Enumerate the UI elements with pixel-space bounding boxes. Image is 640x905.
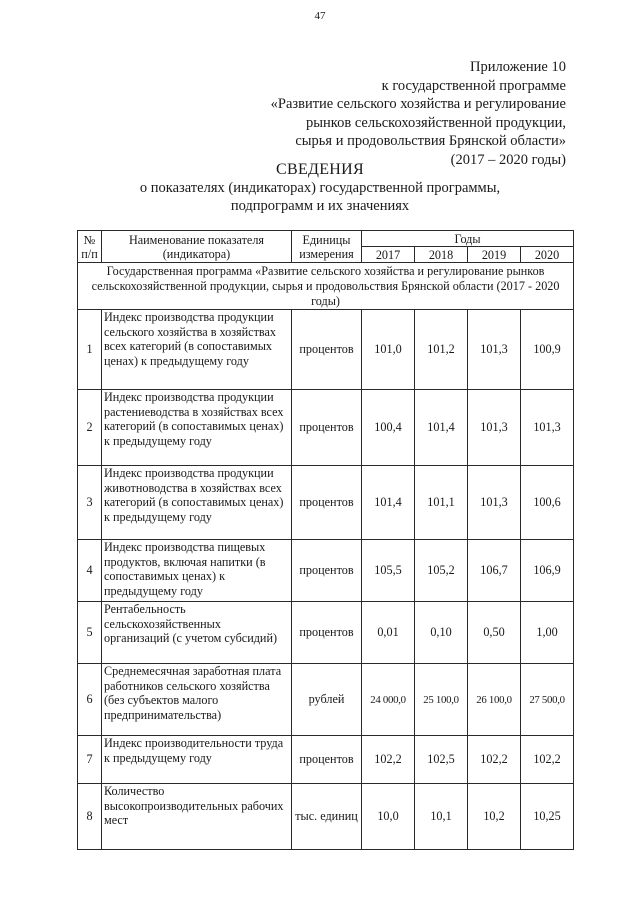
header-name: [102, 231, 292, 263]
value-2019: 10,2: [468, 784, 521, 850]
value-2018: 105,2: [415, 540, 468, 602]
value-2020: 100,6: [521, 466, 574, 540]
header-years: Годы: [362, 231, 574, 247]
value-2020: 10,25: [521, 784, 574, 850]
indicator-unit: процентов: [292, 466, 362, 540]
indicator-unit: процентов: [292, 390, 362, 466]
indicators-table: [77, 230, 574, 850]
value-2018: 10,1: [415, 784, 468, 850]
value-2018: 0,10: [415, 602, 468, 664]
value-2019: 102,2: [468, 736, 521, 784]
appendix-line: Приложение 10: [470, 59, 566, 75]
value-2018: 101,2: [415, 310, 468, 390]
row-number: 6: [78, 664, 102, 736]
header-unit: [292, 231, 362, 263]
indicator-name: Индекс производительности труда к предыдущему году: [102, 736, 292, 784]
document-title: СВЕДЕНИЯ: [276, 161, 364, 178]
value-2018: 101,4: [415, 390, 468, 466]
value-2020: 27 500,0: [521, 664, 574, 736]
row-number: 4: [78, 540, 102, 602]
value-2017: 105,5: [362, 540, 415, 602]
row-number: 5: [78, 602, 102, 664]
header-num-line1: №: [83, 232, 96, 247]
indicator-name: Индекс производства продукции растениеводства в хозяйствах всех категорий (в сопоставимых ценах) к предыдущему году: [102, 390, 292, 466]
table-row: [78, 390, 574, 466]
indicator-unit: тыс. единиц: [292, 784, 362, 850]
table-row: [78, 664, 574, 736]
value-2017: 100,4: [362, 390, 415, 466]
page-number: 47: [314, 10, 326, 22]
value-2018: 101,1: [415, 466, 468, 540]
document-subtitle-line: подпрограмм и их значениях: [230, 198, 410, 214]
header-num: [78, 231, 102, 263]
appendix-line: рынков сельскохозяйственной продукции,: [306, 114, 566, 131]
header-year: 2017: [362, 247, 415, 263]
appendix-line: к государственной программе: [381, 77, 566, 94]
value-2018: 102,5: [415, 736, 468, 784]
indicator-name: Рентабельность сельскохозяйственных организаций (с учетом субсидий): [102, 602, 292, 664]
value-2019: 101,3: [468, 390, 521, 466]
table-row: [78, 602, 574, 664]
appendix-line: «Развитие сельского хозяйства и регулирование: [270, 96, 566, 112]
row-number: 3: [78, 466, 102, 540]
value-2020: 1,00: [521, 602, 574, 664]
value-2020: 102,2: [521, 736, 574, 784]
value-2020: 101,3: [521, 390, 574, 466]
header-unit-line2: измерения: [299, 246, 354, 261]
table-row: [78, 784, 574, 850]
indicator-name: Среднемесячная заработная плата работников сельского хозяйства (без субъектов малого предпринимательства): [102, 664, 292, 736]
indicator-unit: процентов: [292, 310, 362, 390]
table-row: [78, 540, 574, 602]
appendix-line: (2017 – 2020 годы): [450, 151, 566, 168]
row-number: 8: [78, 784, 102, 850]
value-2017: 102,2: [362, 736, 415, 784]
header-name-line1: Наименование показателя: [128, 232, 265, 247]
value-2019: 0,50: [468, 602, 521, 664]
value-2017: 10,0: [362, 784, 415, 850]
value-2017: 101,4: [362, 466, 415, 540]
header-year: 2018: [415, 247, 468, 263]
indicator-unit: процентов: [292, 736, 362, 784]
indicator-unit: процентов: [292, 602, 362, 664]
indicator-unit: рублей: [292, 664, 362, 736]
header-name-line2: (индикатора): [162, 246, 231, 261]
value-2020: 106,9: [521, 540, 574, 602]
header-num-line2: п/п: [81, 246, 98, 261]
header-unit-line1: Единицы: [302, 232, 351, 247]
header-year: 2019: [468, 247, 521, 263]
value-2017: 24 000,0: [362, 664, 415, 736]
table-row: [78, 736, 574, 784]
value-2017: 101,0: [362, 310, 415, 390]
row-number: 2: [78, 390, 102, 466]
value-2019: 101,3: [468, 466, 521, 540]
header-year: 2020: [521, 247, 574, 263]
indicator-name: Индекс производства пищевых продуктов, включая напитки (в сопоставимых ценах) к предыдущему году: [102, 540, 292, 602]
indicator-name: Количество высокопроизводительных рабочих мест: [102, 784, 292, 850]
value-2018: 25 100,0: [415, 664, 468, 736]
indicator-name: Индекс производства продукции животноводства в хозяйствах всех категорий (в сопоставимых ценах) к предыдущему году: [102, 466, 292, 540]
value-2019: 101,3: [468, 310, 521, 390]
appendix-line: сырья и продовольствия Брянской области»: [295, 133, 566, 149]
value-2017: 0,01: [362, 602, 415, 664]
row-number: 7: [78, 736, 102, 784]
table-row: [78, 466, 574, 540]
value-2019: 106,7: [468, 540, 521, 602]
value-2020: 100,9: [521, 310, 574, 390]
table-row: [78, 310, 574, 390]
document-subtitle-line: о показателях (индикаторах) государственной программы,: [139, 180, 501, 196]
indicator-unit: процентов: [292, 540, 362, 602]
document-heading: [0, 160, 640, 215]
row-number: 1: [78, 310, 102, 390]
indicator-name: Индекс производства продукции сельского хозяйства в хозяйствах всех категорий (в сопоставимых ценах) к предыдущему году: [102, 310, 292, 390]
program-title-row: Государственная программа «Развитие сельского хозяйства и регулирование рынков сельскохозяйственной продукции, сырья и продовольствия Брянской области (2017 - 2020 годы): [78, 263, 574, 310]
value-2019: 26 100,0: [468, 664, 521, 736]
appendix-block: [146, 58, 566, 169]
